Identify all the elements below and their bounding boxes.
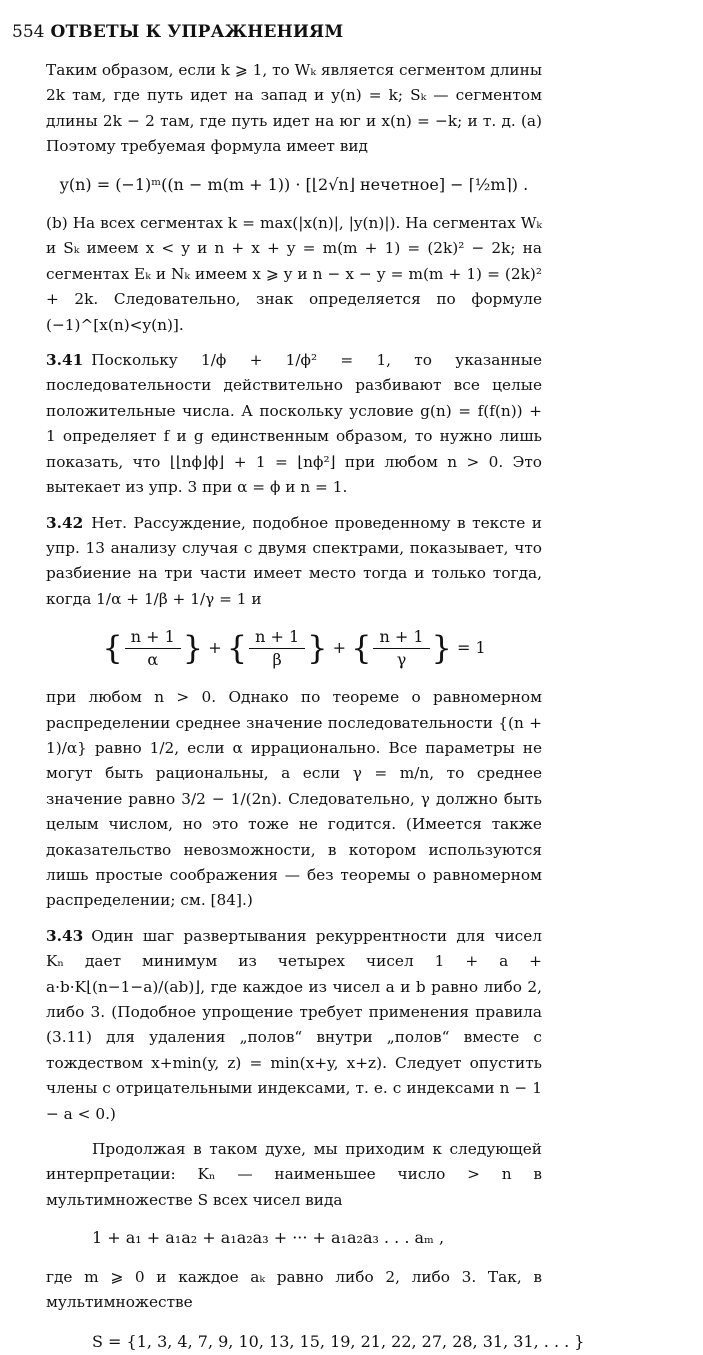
fraction-numerator: n + 1 — [125, 626, 181, 649]
plus-sign: + — [208, 638, 222, 658]
equation-rhs: = 1 — [456, 638, 486, 658]
fraction-beta — [249, 626, 305, 671]
right-brace: } — [431, 628, 452, 667]
paragraph-multiset: где m ⩾ 0 и каждое aₖ равно либо 2, либо 3. Так, в мультимножестве — [46, 1267, 542, 1312]
page-number: 554 — [12, 22, 45, 42]
left-brace: { — [226, 628, 248, 667]
exercise-text: Поскольку 1/ϕ + 1/ϕ² = 1, то указанные последовательности действительно разбивают все целые положительные числа. А поскольку условие g(n) = f(f(n)) + 1 определяет f и g единственным образом, то нужно лишь показать, что ⌊⌊nϕ⌋ϕ⌋ + 1 = ⌊nϕ²⌋ при любом n > 0. Это вытекает из упр. 3 при α = ϕ и n = 1. — [46, 351, 542, 497]
paragraph-segments-intro: Таким образом, если k ⩾ 1, то Wₖ является сегментом длины 2k там, где путь идет на запад и y(n) = k; Sₖ — сегментом длины 2k − 2 там, где путь идет на юг и x(n) = −k; и т. д. (a) Поэтому требуемая формула имеет вид — [46, 61, 542, 156]
fraction-gamma — [373, 626, 429, 671]
exercise-3-43 — [46, 924, 542, 1127]
right-brace: } — [307, 628, 328, 667]
formula-y-of-n: y(n) = (−1)ᵐ((n − m(m + 1)) · [⌊2√n⌋ нечетное] − ⌈½m⌉) . — [59, 174, 529, 194]
fraction-denominator: β — [272, 650, 282, 670]
paragraph-part-b: (b) На всех сегментах k = max(|x(n)|, |y(n)|). На сегментах Wₖ и Sₖ имеем x < y и n + x + y = m(m + 1) = (2k)² − 2k; на сегментах Eₖ и Nₖ имеем x ⩾ y и n − x − y = m(m + 1) = (2k)² + 2k. Следовательно, знак определяется по формуле (−1)^[x(n)<y(n)]. — [46, 214, 542, 334]
right-brace: } — [182, 628, 204, 667]
exercise-text: Нет. Рассуждение, подобное проведенному в тексте и упр. 13 анализу случая с двумя спектрами, показывает, что разбиение на три части имеет место тогда и только тогда, когда 1/α + 1/β + 1/γ = 1 и — [46, 513, 542, 608]
fraction-denominator: γ — [396, 650, 407, 670]
exercise-number: 3.43 — [46, 926, 84, 945]
fraction-numerator: n + 1 — [373, 626, 429, 649]
exercise-text: Один шаг развертывания рекуррентности для чисел Kₙ дает минимум из четырех чисел 1 + a + a·b·K⌊(n−1−a)/(ab)⌋, где каждое из чисел a и b равно либо 2, либо 3. (Подобное упрощение требует применения правила (3.11) для удаления „полов“ внутри „полов“ вместе с тождеством x+min(y, z) = min(x+y, x+z). Следует опустить члены с отрицательными индексами, т. е. с индексами n − 1 − a < 0.) — [46, 926, 542, 1123]
running-title: ОТВЕТЫ К УПРАЖНЕНИЯМ — [50, 22, 344, 42]
page-body — [46, 58, 585, 1355]
exercise-3-42 — [46, 511, 542, 613]
page-header — [12, 22, 343, 42]
formula-fractional-sum — [46, 626, 542, 671]
exercise-3-41 — [46, 348, 542, 500]
paragraph-interpretation: Продолжая в таком духе, мы приходим к следующей интерпретации: Kₙ — наименьшее число > n в мультимножестве S всех чисел вида — [46, 1140, 542, 1209]
exercise-number: 3.42 — [46, 513, 84, 532]
left-brace: { — [351, 628, 372, 667]
fraction-denominator: α — [147, 650, 159, 670]
formula-multiset-element: 1 + a₁ + a₁a₂ + a₁a₂a₃ + ··· + a₁a₂a₃ . . . aₘ , — [92, 1228, 445, 1248]
fraction-numerator: n + 1 — [249, 626, 305, 649]
fraction-alpha — [125, 626, 181, 671]
left-brace: { — [102, 628, 123, 667]
paragraph-uniform-distribution: при любом n > 0. Однако по теореме о равномерном распределении среднее значение последовательности {(n + 1)/α} равно 1/2, если α иррационально. Все параметры не могут быть рациональны, а если γ = m/n, то среднее значение равно 3/2 − 1/(2n). Следовательно, γ должно быть целым числом, но это тоже не годится. (Имеется также доказательство невозможности, в котором используются лишь простые соображения — без теоремы о равномерном распределении; см. [84].) — [46, 688, 542, 910]
exercise-number: 3.41 — [46, 351, 84, 370]
formula-multiset-s: S = {1, 3, 4, 7, 9, 10, 13, 15, 19, 21, 22, 27, 28, 31, 31, . . . } — [92, 1332, 585, 1352]
plus-sign: + — [332, 638, 346, 658]
